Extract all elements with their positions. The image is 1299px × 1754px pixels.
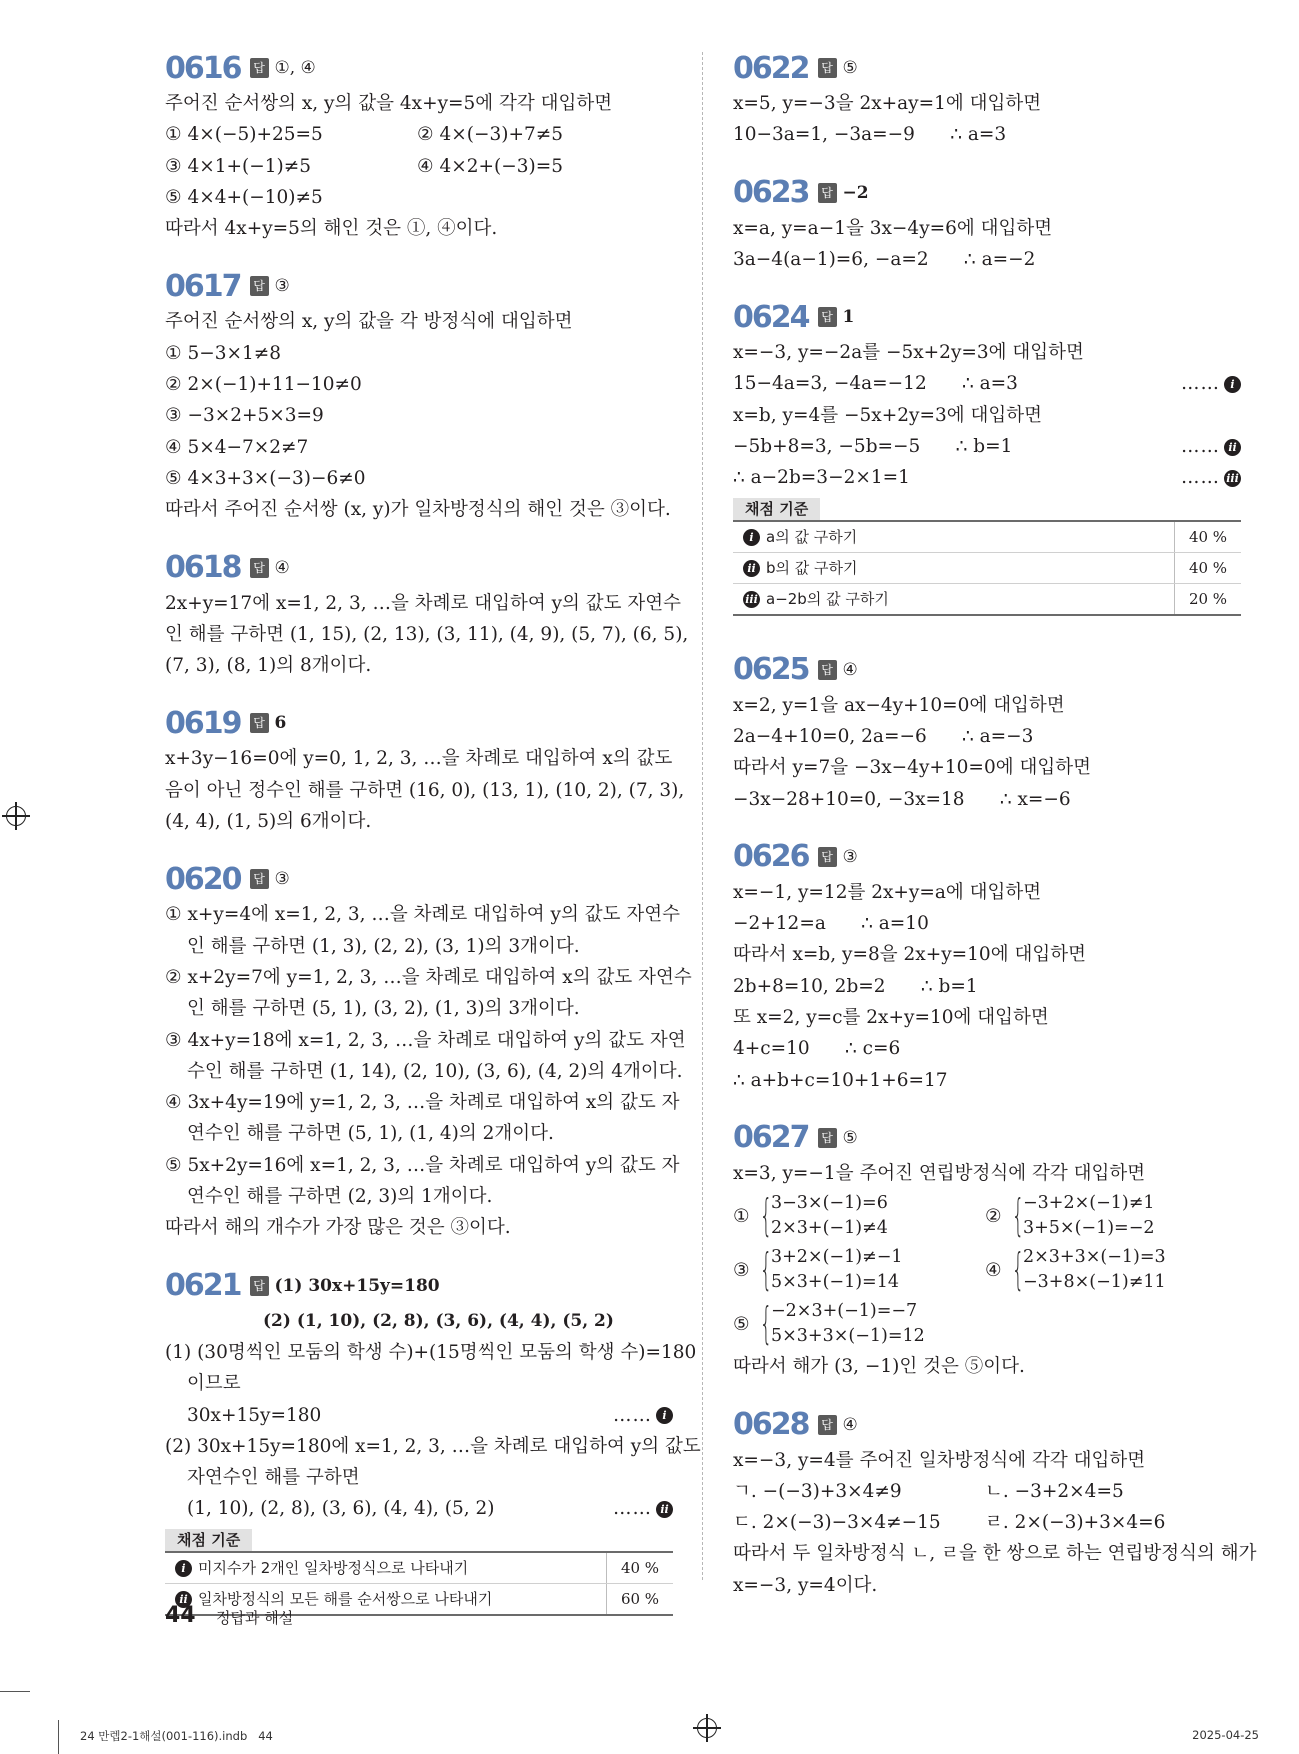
solution-line: 연수인 해를 구하면 (5, 1), (1, 4)의 2개이다. (187, 1123, 554, 1145)
step-1-icon: i (743, 529, 760, 546)
solution-line: 따라서 주어진 순서쌍 (x, y)가 일차방정식의 해인 것은 ③이다. (165, 499, 671, 521)
step-1-icon: i (656, 1407, 673, 1424)
problem-0623 (733, 173, 1241, 276)
step-marker: …… iii (1181, 462, 1241, 493)
answer-tag: 답 (818, 660, 837, 680)
equation-system: ③ { 3+2×(−1)≠−1 5×3+(−1)=14 (733, 1244, 903, 1296)
solution-line: 주어진 순서쌍의 x, y의 값을 각 방정식에 대입하면 (165, 311, 573, 333)
answer-tag: 답 (818, 847, 837, 867)
solution-line: x=3, y=−1을 주어진 연립방정식에 각각 대입하면 (733, 1162, 1146, 1184)
answer: (2) (1, 10), (2, 8), (3, 6), (4, 4), (5, 2) (263, 1310, 614, 1331)
table-row: i 미지수가 2개인 일차방정식으로 나타내기 40 % (165, 1552, 673, 1584)
answer-tag: 답 (250, 276, 269, 296)
answer-tag: 답 (250, 713, 269, 733)
step-marker: …… ii (1181, 431, 1241, 462)
solution-line: 3a−4(a−1)=6, −a=2 ∴ a=−2 (733, 248, 1036, 270)
solution-item: ① 4×(−5)+25=5 (165, 124, 323, 146)
solution-line: (1) (30명씩인 모둠의 학생 수)+(15명씩인 모둠의 학생 수)=180 (165, 1341, 697, 1363)
registration-mark-icon (697, 1718, 717, 1738)
solution-line: 따라서 해가 (3, −1)인 것은 ⑤이다. (733, 1356, 1025, 1378)
solution-item: ㄹ. 2×(−3)+3×4=6 (985, 1512, 1166, 1534)
step-3-icon: iii (1224, 470, 1241, 487)
solution-line: x=b, y=4를 −5x+2y=3에 대입하면 (733, 404, 1042, 426)
equation-system: ⑤ { −2×3+(−1)=−7 5×3+3×(−1)=12 (733, 1298, 925, 1350)
answer: ③ (842, 846, 858, 867)
problem-number: 0625 (733, 652, 809, 688)
answer-tag: 답 (818, 1415, 837, 1435)
solution-line: 2b+8=10, 2b=2 ∴ b=1 (733, 975, 978, 997)
solution-line: x=a, y=a−1을 3x−4y=6에 대입하면 (733, 217, 1053, 239)
solution-line: (4, 4), (1, 5)의 6개이다. (165, 811, 372, 833)
problem-0622 (733, 48, 1241, 151)
answer: ⑤ (842, 1127, 858, 1148)
step-2-icon: ii (656, 1501, 673, 1518)
problem-number: 0618 (165, 550, 241, 586)
problem-number: 0628 (733, 1407, 809, 1443)
problem-number: 0619 (165, 705, 241, 741)
solution-line: ⑤ 5x+2y=16에 x=1, 2, 3, …을 차례로 대입하여 y의 값도 자 (165, 1154, 680, 1176)
solution-line: x+3y−16=0에 y=0, 1, 2, 3, …을 차례로 대입하여 x의 값도 (165, 748, 673, 770)
grading-criteria-table (733, 520, 1241, 616)
solution-item: ③ 4×1+(−1)≠5 (165, 155, 311, 177)
problem-0619 (165, 703, 685, 837)
step-3-icon: iii (743, 591, 760, 608)
solution-line: 음이 아닌 정수인 해를 구하면 (16, 0), (13, 1), (10, 2), (7, 3), (165, 779, 685, 801)
brace-icon: { (759, 1244, 773, 1296)
solution-line: ③ 4x+y=18에 x=1, 2, 3, …을 차례로 대입하여 y의 값도 자연 (165, 1029, 686, 1051)
answer: ④ (842, 659, 858, 680)
problem-0627 (733, 1118, 1241, 1383)
trim-mark (58, 1720, 59, 1754)
column-divider (702, 52, 703, 1580)
solution-line: x=−3, y=4이다. (733, 1574, 878, 1596)
solution-item: ㄷ. 2×(−3)−3×4≠−15 (733, 1512, 941, 1534)
answer-tag: 답 (818, 58, 837, 78)
step-1-icon: i (1224, 376, 1241, 393)
step-2-icon: ii (743, 560, 760, 577)
problem-0618 (165, 548, 689, 682)
step-2-icon: ii (175, 1591, 192, 1608)
problem-0617 (165, 266, 673, 525)
brace-icon: { (1011, 1190, 1025, 1242)
solution-line: −3x−28+10=0, −3x=18 ∴ x=−6 (733, 788, 1071, 810)
solution-item: ㄱ. −(−3)+3×4≠9 (733, 1480, 902, 1502)
equation-system: ④ { 2×3+3×(−1)=3 −3+8×(−1)≠11 (985, 1244, 1166, 1296)
solution-line: (7, 3), (8, 1)의 8개이다. (165, 655, 372, 677)
solution-line: 인 해를 구하면 (1, 15), (2, 13), (3, 11), (4, 9), (5, 7), (6, 5), (165, 623, 689, 645)
solution-line: −2+12=a ∴ a=10 (733, 913, 929, 935)
step-1-icon: i (175, 1560, 192, 1577)
brace-icon: { (759, 1190, 773, 1242)
problem-0628 (733, 1405, 1257, 1601)
brace-icon: { (1011, 1244, 1025, 1296)
answer: ③ (274, 276, 290, 297)
equation-system: ① { 3−3×(−1)=6 2×3+(−1)≠4 (733, 1190, 888, 1242)
solution-line: 30x+15y=180 …… i (165, 1400, 673, 1431)
solution-line: 또 x=2, y=c를 2x+y=10에 대입하면 (733, 1007, 1049, 1029)
solution-line: ① 5−3×1≠8 (165, 342, 282, 364)
problem-number: 0621 (165, 1268, 241, 1304)
step-marker: …… ii (613, 1493, 673, 1524)
grading-criteria-label: 채점 기준 (733, 498, 820, 520)
answer: −2 (842, 182, 869, 203)
solution-line: 따라서 y=7을 −3x−4y+10=0에 대입하면 (733, 757, 1091, 779)
solution-line: x=2, y=1을 ax−4y+10=0에 대입하면 (733, 694, 1065, 716)
solution-line: 따라서 x=b, y=8을 2x+y=10에 대입하면 (733, 944, 1086, 966)
solution-line: ④ 5×4−7×2≠7 (165, 436, 309, 458)
problem-0621 (165, 1266, 701, 1616)
solution-line: 4+c=10 ∴ c=6 (733, 1038, 901, 1060)
answer-tag: 답 (818, 1128, 837, 1148)
answer: ④ (274, 557, 290, 578)
print-date: 2025-04-25 (1192, 1728, 1259, 1742)
registration-mark-icon (6, 806, 26, 826)
problem-0624 (733, 297, 1241, 615)
problem-number: 0624 (733, 299, 809, 335)
left-column (165, 48, 701, 1638)
answer: 6 (274, 713, 287, 734)
solution-line: x=−1, y=12를 2x+y=a에 대입하면 (733, 881, 1042, 903)
solution-line: ⑤ 4×4+(−10)≠5 (165, 186, 323, 208)
solution-line: 따라서 두 일차방정식 ㄴ, ㄹ을 한 쌍으로 하는 연립방정식의 해가 (733, 1543, 1257, 1565)
solution-item: ㄴ. −3+2×4=5 (985, 1480, 1124, 1502)
problem-number: 0620 (165, 861, 241, 897)
solution-line: −5b+8=3, −5b=−5 ∴ b=1 …… ii (733, 431, 1241, 462)
problem-0616 (165, 48, 673, 244)
solution-line: 15−4a=3, −4a=−12 ∴ a=3 …… i (733, 368, 1241, 399)
solution-line: ∴ a+b+c=10+1+6=17 (733, 1069, 948, 1091)
problem-number: 0626 (733, 839, 809, 875)
solution-line: ④ 3x+4y=19에 y=1, 2, 3, …을 차례로 대입하여 x의 값도 자 (165, 1092, 680, 1114)
answer: 1 (842, 307, 855, 328)
table-row: iii a−2b의 값 구하기 20 % (733, 583, 1241, 615)
answer-tag: 답 (250, 869, 269, 889)
solution-line: ∴ a−2b=3−2×1=1 …… iii (733, 462, 1241, 493)
solution-line: x=−3, y=−2a를 −5x+2y=3에 대입하면 (733, 342, 1084, 364)
grading-criteria-label: 채점 기준 (165, 1529, 252, 1551)
solution-line: (1, 10), (2, 8), (3, 6), (4, 4), (5, 2) …… ii (165, 1493, 673, 1524)
solution-line: ⑤ 4×3+3×(−3)−6≠0 (165, 467, 366, 489)
solution-line: 인 해를 구하면 (5, 1), (3, 2), (1, 3)의 3개이다. (187, 998, 580, 1020)
solution-item: ④ 4×2+(−3)=5 (417, 155, 563, 177)
solution-line: (2) 30x+15y=180에 x=1, 2, 3, …을 차례로 대입하여 y의 값도 (165, 1435, 701, 1457)
solution-line: 2a−4+10=0, 2a=−6 ∴ a=−3 (733, 725, 1034, 747)
solution-line: 수인 해를 구하면 (1, 14), (2, 10), (3, 6), (4, 2)의 4개이다. (187, 1060, 683, 1082)
brace-icon: { (759, 1298, 773, 1350)
solution-line: 자연수인 해를 구하면 (187, 1467, 360, 1489)
solution-line: x=5, y=−3을 2x+ay=1에 대입하면 (733, 93, 1042, 114)
table-row: i a의 값 구하기 40 % (733, 521, 1241, 553)
step-2-icon: ii (1224, 439, 1241, 456)
answer-tag: 답 (818, 183, 837, 203)
solution-line: 이므로 (187, 1373, 241, 1395)
problem-number: 0616 (165, 50, 241, 86)
problem-number: 0623 (733, 175, 809, 211)
problem-number: 0622 (733, 50, 809, 86)
solution-line: 2x+y=17에 x=1, 2, 3, …을 차례로 대입하여 y의 값도 자연수 (165, 592, 682, 614)
solution-line: 따라서 해의 개수가 가장 많은 것은 ③이다. (165, 1217, 511, 1239)
answer: ④ (842, 1414, 858, 1435)
answer: (1) 30x+15y=180 (274, 1275, 440, 1296)
answer: ③ (274, 869, 290, 890)
answer-tag: 답 (818, 307, 837, 327)
table-row: ii b의 값 구하기 40 % (733, 552, 1241, 583)
section-title: 정답과 해설 (216, 1609, 294, 1627)
right-column (733, 48, 1257, 1623)
equation-system: ② { −3+2×(−1)≠1 3+5×(−1)=−2 (985, 1190, 1155, 1242)
problem-number: 0627 (733, 1120, 809, 1156)
print-file-info: 24 만렙2-1해설(001-116).indb 44 (80, 1729, 273, 1743)
answer: ⑤ (842, 58, 858, 78)
answer: ①, ④ (274, 58, 316, 78)
answer-tag: 답 (250, 558, 269, 578)
solution-line: 연수인 해를 구하면 (2, 3)의 1개이다. (187, 1186, 493, 1208)
problem-0620 (165, 859, 692, 1243)
solution-line: 인 해를 구하면 (1, 3), (2, 2), (3, 1)의 3개이다. (187, 935, 580, 957)
table-row: ii 일차방정식의 모든 해를 순서쌍으로 나타내기 60 % (165, 1583, 673, 1615)
solution-line: ① x+y=4에 x=1, 2, 3, …을 차례로 대입하여 y의 값도 자연수 (165, 904, 680, 926)
step-marker: …… i (613, 1400, 673, 1431)
solution-line: 따라서 4x+y=5의 해인 것은 ①, ④이다. (165, 218, 498, 240)
problem-0626 (733, 837, 1241, 1096)
solution-line: x=−3, y=4를 주어진 일차방정식에 각각 대입하면 (733, 1449, 1146, 1471)
solution-line: ② 2×(−1)+11−10≠0 (165, 374, 362, 396)
solution-line: ③ −3×2+5×3=9 (165, 405, 324, 427)
grading-criteria-table (165, 1551, 673, 1616)
solution-line: 10−3a=1, −3a=−9 ∴ a=3 (733, 124, 1007, 146)
page-number: 44 (165, 1603, 196, 1628)
step-marker: …… i (1181, 368, 1241, 399)
solution-item: ② 4×(−3)+7≠5 (417, 124, 563, 146)
problem-0625 (733, 650, 1241, 815)
answer-tag: 답 (250, 1276, 269, 1296)
answer-tag: 답 (250, 58, 269, 78)
trim-mark (0, 1691, 30, 1692)
problem-number: 0617 (165, 268, 241, 304)
solution-line: ② x+2y=7에 y=1, 2, 3, …을 차례로 대입하여 x의 값도 자연수 (165, 966, 692, 988)
solution-line: 주어진 순서쌍의 x, y의 값을 4x+y=5에 각각 대입하면 (165, 93, 613, 114)
